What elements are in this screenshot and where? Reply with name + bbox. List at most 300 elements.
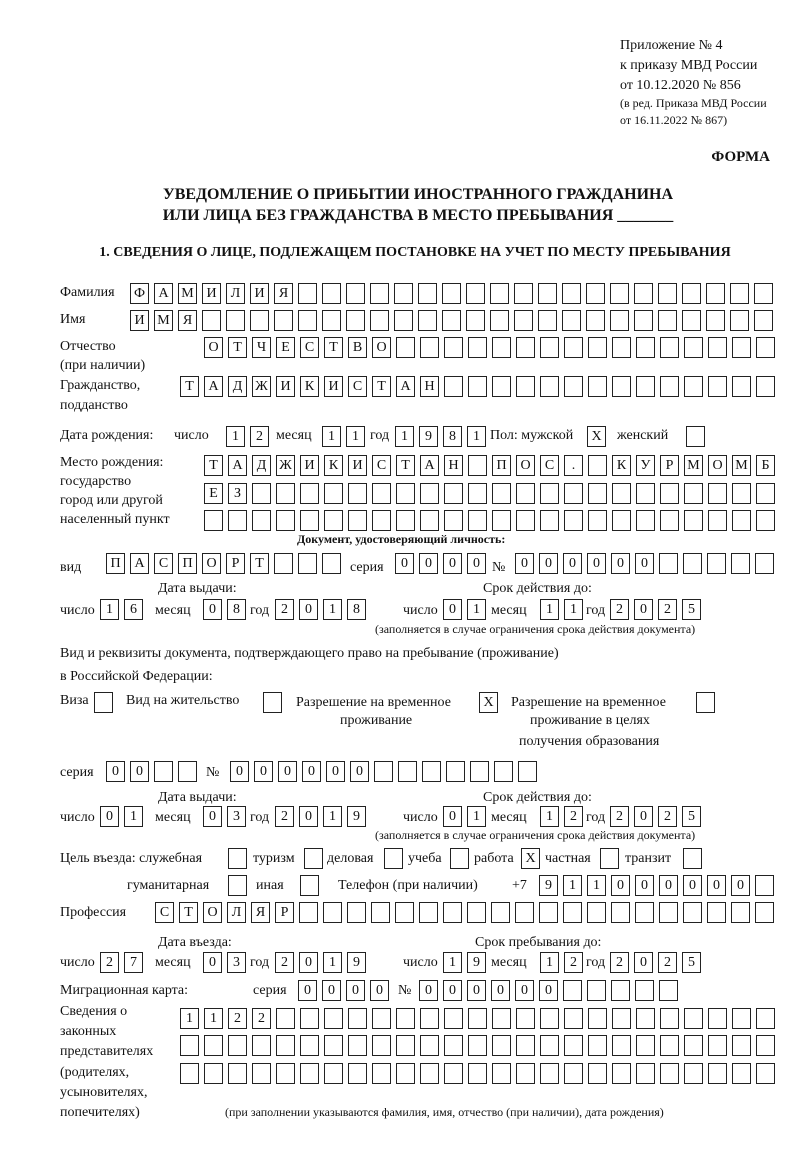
input-cell[interactable] bbox=[467, 902, 486, 923]
input-cell[interactable] bbox=[708, 1035, 727, 1056]
input-cell[interactable] bbox=[516, 1035, 535, 1056]
input-cell[interactable] bbox=[660, 1008, 679, 1029]
input-cell[interactable]: Т bbox=[179, 902, 198, 923]
input-cell[interactable]: А bbox=[204, 376, 223, 397]
input-cell[interactable] bbox=[298, 283, 317, 304]
input-cell[interactable] bbox=[516, 376, 535, 397]
input-cell[interactable]: 9 bbox=[347, 806, 366, 827]
input-cell[interactable] bbox=[635, 902, 654, 923]
input-cell[interactable] bbox=[612, 1063, 631, 1084]
input-cell[interactable] bbox=[491, 902, 510, 923]
input-cell[interactable] bbox=[706, 310, 725, 331]
input-cell[interactable]: 0 bbox=[443, 553, 462, 574]
input-cell[interactable] bbox=[396, 1008, 415, 1029]
input-cell[interactable]: 0 bbox=[203, 599, 222, 620]
input-cell[interactable]: М bbox=[178, 283, 197, 304]
input-cell[interactable]: Т bbox=[180, 376, 199, 397]
input-cell[interactable]: 1 bbox=[564, 599, 583, 620]
input-cell[interactable] bbox=[754, 310, 773, 331]
input-cell[interactable] bbox=[300, 483, 319, 504]
input-cell[interactable] bbox=[420, 337, 439, 358]
input-cell[interactable] bbox=[660, 510, 679, 531]
input-cell[interactable] bbox=[636, 376, 655, 397]
input-cell[interactable]: В bbox=[348, 337, 367, 358]
input-cell[interactable]: Р bbox=[660, 455, 679, 476]
input-cell[interactable] bbox=[708, 1008, 727, 1029]
input-cell[interactable] bbox=[659, 902, 678, 923]
input-cell[interactable]: 0 bbox=[370, 980, 389, 1001]
input-cell[interactable] bbox=[490, 283, 509, 304]
input-cell[interactable]: 0 bbox=[254, 761, 273, 782]
input-cell[interactable] bbox=[756, 483, 775, 504]
input-cell[interactable] bbox=[444, 1035, 463, 1056]
input-cell[interactable] bbox=[588, 1008, 607, 1029]
input-cell[interactable] bbox=[346, 283, 365, 304]
input-cell[interactable] bbox=[468, 1035, 487, 1056]
input-cell[interactable] bbox=[444, 376, 463, 397]
input-cell[interactable] bbox=[324, 510, 343, 531]
input-cell[interactable]: 0 bbox=[611, 875, 630, 896]
input-cell[interactable] bbox=[468, 483, 487, 504]
input-cell[interactable] bbox=[418, 283, 437, 304]
input-cell[interactable] bbox=[732, 337, 751, 358]
input-cell[interactable] bbox=[396, 337, 415, 358]
input-cell[interactable] bbox=[252, 483, 271, 504]
input-cell[interactable]: 0 bbox=[563, 553, 582, 574]
input-cell[interactable]: 3 bbox=[227, 952, 246, 973]
input-cell[interactable] bbox=[514, 283, 533, 304]
input-cell[interactable] bbox=[540, 1008, 559, 1029]
input-cell[interactable] bbox=[538, 283, 557, 304]
input-cell[interactable]: 0 bbox=[443, 980, 462, 1001]
input-cell[interactable] bbox=[755, 875, 774, 896]
input-cell[interactable]: Т bbox=[324, 337, 343, 358]
input-cell[interactable]: 2 bbox=[658, 806, 677, 827]
input-cell[interactable]: 2 bbox=[275, 952, 294, 973]
input-cell[interactable] bbox=[660, 376, 679, 397]
input-cell[interactable] bbox=[660, 483, 679, 504]
input-cell[interactable] bbox=[516, 510, 535, 531]
input-cell[interactable]: X bbox=[587, 426, 606, 447]
input-cell[interactable] bbox=[422, 761, 441, 782]
input-cell[interactable]: 0 bbox=[731, 875, 750, 896]
input-cell[interactable]: Я bbox=[274, 283, 293, 304]
input-cell[interactable] bbox=[322, 310, 341, 331]
input-cell[interactable] bbox=[516, 337, 535, 358]
input-cell[interactable]: 1 bbox=[323, 599, 342, 620]
input-cell[interactable] bbox=[228, 848, 247, 869]
input-cell[interactable]: 8 bbox=[347, 599, 366, 620]
input-cell[interactable] bbox=[420, 510, 439, 531]
input-cell[interactable]: 0 bbox=[130, 761, 149, 782]
input-cell[interactable]: 0 bbox=[443, 806, 462, 827]
input-cell[interactable]: 1 bbox=[540, 952, 559, 973]
input-cell[interactable] bbox=[588, 1035, 607, 1056]
input-cell[interactable]: 1 bbox=[100, 599, 119, 620]
input-cell[interactable]: 3 bbox=[227, 806, 246, 827]
input-cell[interactable] bbox=[610, 283, 629, 304]
input-cell[interactable] bbox=[636, 483, 655, 504]
input-cell[interactable] bbox=[612, 1008, 631, 1029]
input-cell[interactable]: 0 bbox=[611, 553, 630, 574]
input-cell[interactable] bbox=[610, 310, 629, 331]
input-cell[interactable] bbox=[492, 1035, 511, 1056]
input-cell[interactable] bbox=[446, 761, 465, 782]
input-cell[interactable]: 0 bbox=[539, 553, 558, 574]
input-cell[interactable] bbox=[420, 1063, 439, 1084]
input-cell[interactable] bbox=[636, 510, 655, 531]
input-cell[interactable] bbox=[611, 980, 630, 1001]
input-cell[interactable]: 1 bbox=[467, 599, 486, 620]
input-cell[interactable] bbox=[755, 553, 774, 574]
input-cell[interactable] bbox=[444, 483, 463, 504]
input-cell[interactable]: 0 bbox=[419, 980, 438, 1001]
input-cell[interactable] bbox=[682, 283, 701, 304]
input-cell[interactable]: К bbox=[300, 376, 319, 397]
input-cell[interactable] bbox=[444, 337, 463, 358]
input-cell[interactable] bbox=[300, 1035, 319, 1056]
input-cell[interactable] bbox=[564, 1035, 583, 1056]
input-cell[interactable]: И bbox=[130, 310, 149, 331]
input-cell[interactable] bbox=[563, 902, 582, 923]
input-cell[interactable]: 2 bbox=[252, 1008, 271, 1029]
input-cell[interactable]: 1 bbox=[323, 806, 342, 827]
input-cell[interactable] bbox=[636, 1063, 655, 1084]
input-cell[interactable] bbox=[635, 980, 654, 1001]
input-cell[interactable]: Д bbox=[252, 455, 271, 476]
input-cell[interactable] bbox=[370, 283, 389, 304]
input-cell[interactable] bbox=[755, 902, 774, 923]
input-cell[interactable] bbox=[588, 510, 607, 531]
input-cell[interactable] bbox=[658, 283, 677, 304]
input-cell[interactable] bbox=[396, 1063, 415, 1084]
input-cell[interactable] bbox=[706, 283, 725, 304]
input-cell[interactable] bbox=[250, 310, 269, 331]
input-cell[interactable] bbox=[442, 310, 461, 331]
input-cell[interactable]: И bbox=[202, 283, 221, 304]
input-cell[interactable]: 2 bbox=[610, 806, 629, 827]
input-cell[interactable] bbox=[274, 553, 293, 574]
input-cell[interactable]: П bbox=[106, 553, 125, 574]
input-cell[interactable] bbox=[443, 902, 462, 923]
input-cell[interactable]: 2 bbox=[275, 599, 294, 620]
input-cell[interactable] bbox=[226, 310, 245, 331]
input-cell[interactable] bbox=[600, 848, 619, 869]
input-cell[interactable] bbox=[684, 1063, 703, 1084]
input-cell[interactable] bbox=[372, 483, 391, 504]
input-cell[interactable]: О bbox=[202, 553, 221, 574]
input-cell[interactable]: З bbox=[228, 483, 247, 504]
input-cell[interactable] bbox=[756, 376, 775, 397]
input-cell[interactable] bbox=[492, 483, 511, 504]
input-cell[interactable]: А bbox=[130, 553, 149, 574]
input-cell[interactable] bbox=[300, 875, 319, 896]
input-cell[interactable] bbox=[754, 283, 773, 304]
input-cell[interactable]: О bbox=[203, 902, 222, 923]
input-cell[interactable]: 0 bbox=[299, 952, 318, 973]
input-cell[interactable]: 8 bbox=[227, 599, 246, 620]
input-cell[interactable]: 0 bbox=[634, 952, 653, 973]
input-cell[interactable] bbox=[684, 337, 703, 358]
input-cell[interactable] bbox=[252, 1035, 271, 1056]
input-cell[interactable]: 1 bbox=[204, 1008, 223, 1029]
input-cell[interactable]: П bbox=[178, 553, 197, 574]
input-cell[interactable]: 9 bbox=[467, 952, 486, 973]
input-cell[interactable] bbox=[468, 1063, 487, 1084]
input-cell[interactable]: 0 bbox=[203, 952, 222, 973]
input-cell[interactable]: 0 bbox=[230, 761, 249, 782]
input-cell[interactable] bbox=[562, 283, 581, 304]
input-cell[interactable] bbox=[228, 1035, 247, 1056]
input-cell[interactable]: Д bbox=[228, 376, 247, 397]
input-cell[interactable] bbox=[228, 510, 247, 531]
input-cell[interactable]: М bbox=[732, 455, 751, 476]
input-cell[interactable] bbox=[324, 1063, 343, 1084]
input-cell[interactable] bbox=[299, 902, 318, 923]
input-cell[interactable] bbox=[684, 1008, 703, 1029]
input-cell[interactable]: А bbox=[420, 455, 439, 476]
input-cell[interactable] bbox=[588, 337, 607, 358]
input-cell[interactable]: А bbox=[396, 376, 415, 397]
input-cell[interactable] bbox=[468, 510, 487, 531]
input-cell[interactable] bbox=[732, 483, 751, 504]
input-cell[interactable] bbox=[252, 510, 271, 531]
input-cell[interactable]: 2 bbox=[564, 952, 583, 973]
input-cell[interactable]: 0 bbox=[634, 806, 653, 827]
input-cell[interactable] bbox=[202, 310, 221, 331]
input-cell[interactable] bbox=[588, 483, 607, 504]
input-cell[interactable] bbox=[180, 1035, 199, 1056]
input-cell[interactable]: 0 bbox=[443, 599, 462, 620]
input-cell[interactable] bbox=[540, 1063, 559, 1084]
input-cell[interactable] bbox=[468, 376, 487, 397]
input-cell[interactable] bbox=[444, 1063, 463, 1084]
input-cell[interactable] bbox=[518, 761, 537, 782]
input-cell[interactable] bbox=[756, 510, 775, 531]
input-cell[interactable]: 0 bbox=[515, 553, 534, 574]
input-cell[interactable] bbox=[466, 283, 485, 304]
input-cell[interactable] bbox=[684, 483, 703, 504]
input-cell[interactable] bbox=[384, 848, 403, 869]
input-cell[interactable] bbox=[708, 337, 727, 358]
input-cell[interactable]: 2 bbox=[610, 599, 629, 620]
input-cell[interactable] bbox=[732, 510, 751, 531]
input-cell[interactable] bbox=[252, 1063, 271, 1084]
input-cell[interactable] bbox=[732, 1035, 751, 1056]
input-cell[interactable]: 0 bbox=[635, 875, 654, 896]
input-cell[interactable]: И bbox=[348, 455, 367, 476]
input-cell[interactable] bbox=[516, 1008, 535, 1029]
input-cell[interactable] bbox=[348, 1008, 367, 1029]
input-cell[interactable] bbox=[684, 1035, 703, 1056]
input-cell[interactable] bbox=[634, 283, 653, 304]
input-cell[interactable] bbox=[371, 902, 390, 923]
input-cell[interactable]: 0 bbox=[515, 980, 534, 1001]
input-cell[interactable]: 0 bbox=[634, 599, 653, 620]
input-cell[interactable] bbox=[396, 510, 415, 531]
input-cell[interactable] bbox=[684, 510, 703, 531]
input-cell[interactable] bbox=[564, 376, 583, 397]
input-cell[interactable] bbox=[420, 1008, 439, 1029]
input-cell[interactable]: 9 bbox=[539, 875, 558, 896]
input-cell[interactable]: Р bbox=[226, 553, 245, 574]
input-cell[interactable] bbox=[612, 483, 631, 504]
input-cell[interactable]: 0 bbox=[635, 553, 654, 574]
input-cell[interactable]: Б bbox=[756, 455, 775, 476]
input-cell[interactable] bbox=[756, 1008, 775, 1029]
input-cell[interactable]: 0 bbox=[491, 980, 510, 1001]
input-cell[interactable] bbox=[682, 310, 701, 331]
input-cell[interactable] bbox=[394, 283, 413, 304]
input-cell[interactable] bbox=[204, 1063, 223, 1084]
input-cell[interactable]: Е bbox=[204, 483, 223, 504]
input-cell[interactable] bbox=[731, 553, 750, 574]
input-cell[interactable] bbox=[394, 310, 413, 331]
input-cell[interactable] bbox=[587, 980, 606, 1001]
input-cell[interactable]: И bbox=[324, 376, 343, 397]
input-cell[interactable] bbox=[492, 510, 511, 531]
input-cell[interactable]: 1 bbox=[180, 1008, 199, 1029]
input-cell[interactable] bbox=[396, 1035, 415, 1056]
input-cell[interactable] bbox=[419, 902, 438, 923]
input-cell[interactable]: 0 bbox=[707, 875, 726, 896]
input-cell[interactable]: 1 bbox=[467, 806, 486, 827]
input-cell[interactable]: 1 bbox=[443, 952, 462, 973]
input-cell[interactable]: 2 bbox=[275, 806, 294, 827]
input-cell[interactable] bbox=[707, 902, 726, 923]
input-cell[interactable]: Я bbox=[178, 310, 197, 331]
input-cell[interactable] bbox=[564, 337, 583, 358]
input-cell[interactable] bbox=[660, 1035, 679, 1056]
input-cell[interactable]: 0 bbox=[346, 980, 365, 1001]
input-cell[interactable]: 6 bbox=[124, 599, 143, 620]
input-cell[interactable]: С bbox=[540, 455, 559, 476]
input-cell[interactable]: 1 bbox=[540, 599, 559, 620]
input-cell[interactable] bbox=[276, 510, 295, 531]
input-cell[interactable] bbox=[612, 510, 631, 531]
input-cell[interactable]: 5 bbox=[682, 952, 701, 973]
input-cell[interactable] bbox=[204, 1035, 223, 1056]
input-cell[interactable]: 0 bbox=[539, 980, 558, 1001]
input-cell[interactable]: С bbox=[300, 337, 319, 358]
input-cell[interactable] bbox=[276, 1008, 295, 1029]
input-cell[interactable]: 0 bbox=[659, 875, 678, 896]
input-cell[interactable] bbox=[586, 283, 605, 304]
input-cell[interactable]: О bbox=[372, 337, 391, 358]
input-cell[interactable]: 1 bbox=[323, 952, 342, 973]
input-cell[interactable] bbox=[444, 510, 463, 531]
input-cell[interactable] bbox=[708, 483, 727, 504]
input-cell[interactable] bbox=[420, 483, 439, 504]
input-cell[interactable] bbox=[732, 1063, 751, 1084]
input-cell[interactable] bbox=[562, 310, 581, 331]
input-cell[interactable] bbox=[372, 510, 391, 531]
input-cell[interactable]: 0 bbox=[395, 553, 414, 574]
input-cell[interactable] bbox=[588, 455, 607, 476]
input-cell[interactable] bbox=[94, 692, 113, 713]
input-cell[interactable]: М bbox=[684, 455, 703, 476]
input-cell[interactable] bbox=[732, 376, 751, 397]
input-cell[interactable]: 0 bbox=[299, 806, 318, 827]
input-cell[interactable]: Л bbox=[227, 902, 246, 923]
input-cell[interactable] bbox=[450, 848, 469, 869]
input-cell[interactable] bbox=[324, 483, 343, 504]
input-cell[interactable] bbox=[563, 980, 582, 1001]
input-cell[interactable]: Н bbox=[420, 376, 439, 397]
input-cell[interactable]: К bbox=[324, 455, 343, 476]
input-cell[interactable]: 1 bbox=[395, 426, 414, 447]
input-cell[interactable] bbox=[540, 510, 559, 531]
input-cell[interactable] bbox=[636, 1035, 655, 1056]
input-cell[interactable]: М bbox=[154, 310, 173, 331]
input-cell[interactable] bbox=[372, 1063, 391, 1084]
input-cell[interactable] bbox=[494, 761, 513, 782]
input-cell[interactable]: Ч bbox=[252, 337, 271, 358]
input-cell[interactable]: 0 bbox=[419, 553, 438, 574]
input-cell[interactable] bbox=[686, 426, 705, 447]
input-cell[interactable]: Ж bbox=[276, 455, 295, 476]
input-cell[interactable]: 0 bbox=[467, 553, 486, 574]
input-cell[interactable]: 0 bbox=[350, 761, 369, 782]
input-cell[interactable] bbox=[263, 692, 282, 713]
input-cell[interactable] bbox=[180, 1063, 199, 1084]
input-cell[interactable] bbox=[228, 875, 247, 896]
input-cell[interactable] bbox=[300, 1008, 319, 1029]
input-cell[interactable]: 1 bbox=[124, 806, 143, 827]
input-cell[interactable] bbox=[346, 310, 365, 331]
input-cell[interactable] bbox=[492, 376, 511, 397]
input-cell[interactable]: 0 bbox=[278, 761, 297, 782]
input-cell[interactable] bbox=[468, 455, 487, 476]
input-cell[interactable] bbox=[492, 1063, 511, 1084]
input-cell[interactable]: X bbox=[521, 848, 540, 869]
input-cell[interactable] bbox=[659, 553, 678, 574]
input-cell[interactable] bbox=[683, 902, 702, 923]
input-cell[interactable]: С bbox=[372, 455, 391, 476]
input-cell[interactable] bbox=[683, 553, 702, 574]
input-cell[interactable]: 2 bbox=[658, 599, 677, 620]
input-cell[interactable]: 0 bbox=[298, 980, 317, 1001]
input-cell[interactable] bbox=[696, 692, 715, 713]
input-cell[interactable] bbox=[370, 310, 389, 331]
input-cell[interactable]: 5 bbox=[682, 806, 701, 827]
input-cell[interactable] bbox=[276, 483, 295, 504]
input-cell[interactable] bbox=[659, 980, 678, 1001]
input-cell[interactable]: Т bbox=[228, 337, 247, 358]
input-cell[interactable] bbox=[298, 553, 317, 574]
input-cell[interactable]: О bbox=[204, 337, 223, 358]
input-cell[interactable] bbox=[395, 902, 414, 923]
input-cell[interactable] bbox=[348, 483, 367, 504]
input-cell[interactable] bbox=[611, 902, 630, 923]
input-cell[interactable]: 1 bbox=[563, 875, 582, 896]
input-cell[interactable]: П bbox=[492, 455, 511, 476]
input-cell[interactable]: С bbox=[155, 902, 174, 923]
input-cell[interactable] bbox=[612, 376, 631, 397]
input-cell[interactable] bbox=[660, 1063, 679, 1084]
input-cell[interactable]: С bbox=[154, 553, 173, 574]
input-cell[interactable] bbox=[372, 1008, 391, 1029]
input-cell[interactable] bbox=[514, 310, 533, 331]
input-cell[interactable] bbox=[588, 376, 607, 397]
input-cell[interactable] bbox=[756, 337, 775, 358]
input-cell[interactable] bbox=[348, 1063, 367, 1084]
input-cell[interactable]: И bbox=[250, 283, 269, 304]
input-cell[interactable] bbox=[540, 337, 559, 358]
input-cell[interactable] bbox=[612, 337, 631, 358]
input-cell[interactable] bbox=[442, 283, 461, 304]
input-cell[interactable]: 8 bbox=[443, 426, 462, 447]
